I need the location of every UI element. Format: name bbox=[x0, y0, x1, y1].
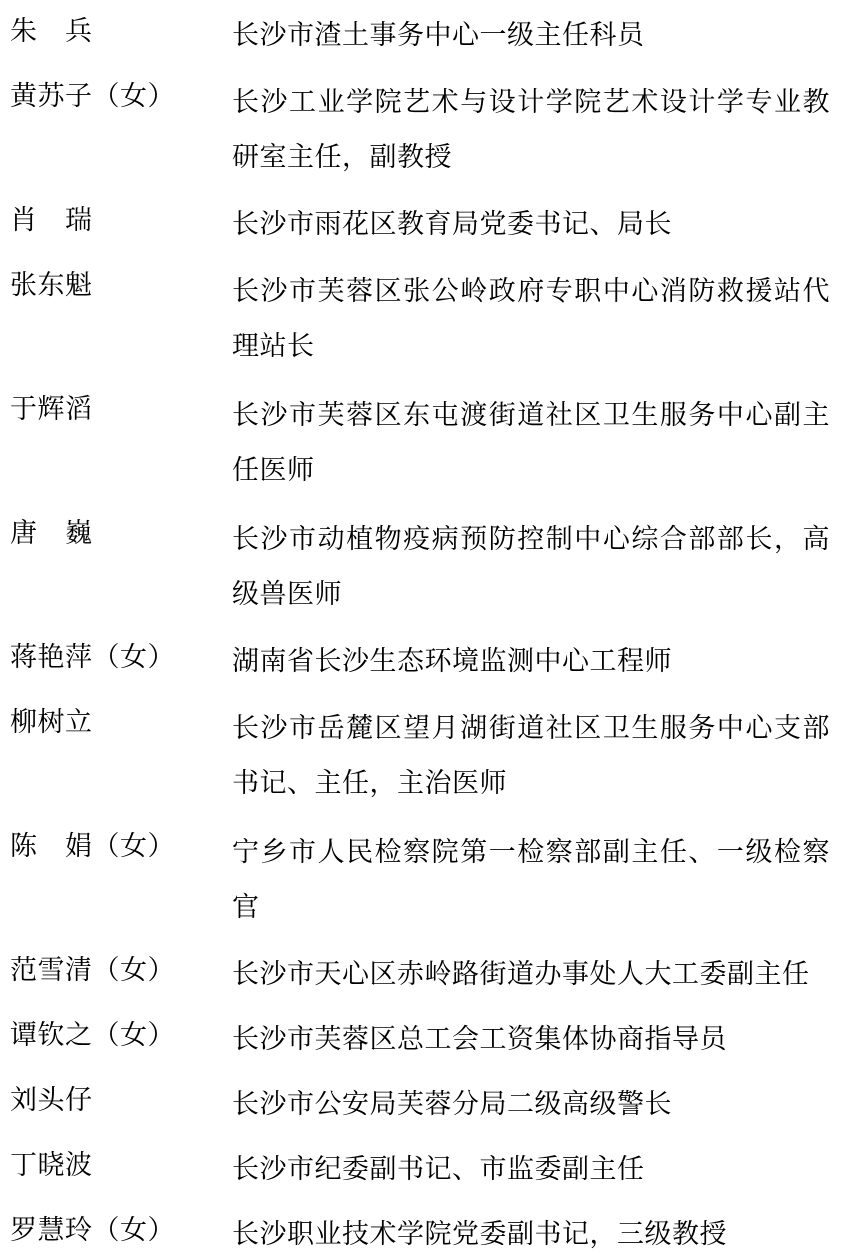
list-item bbox=[10, 388, 830, 498]
person-name: 柳树立 bbox=[10, 707, 93, 738]
list-item bbox=[10, 636, 830, 687]
person-name: 刘头仔 bbox=[10, 1085, 93, 1116]
person-title: 长沙市纪委副书记、市监委副主任 bbox=[232, 1154, 645, 1185]
person-name: 丁晓波 bbox=[10, 1150, 93, 1181]
person-title: 长沙市公安局芙蓉分局二级高级警长 bbox=[232, 1089, 672, 1120]
person-title: 宁乡市人民检察院第一检察部副主任、一级检察官 bbox=[232, 837, 830, 923]
list-item bbox=[10, 1209, 830, 1260]
person-title: 长沙市岳麓区望月湖街道社区卫生服务中心支部书记、主任，主治医师 bbox=[232, 713, 830, 799]
list-item bbox=[10, 199, 830, 250]
person-name: 谭钦之（女） bbox=[10, 1020, 175, 1051]
person-title: 长沙市雨花区教育局党委书记、局长 bbox=[232, 209, 672, 240]
person-name: 肖 瑞 bbox=[10, 205, 93, 236]
person-name: 张东魁 bbox=[10, 270, 93, 301]
list-item bbox=[10, 512, 830, 622]
person-title: 长沙工业学院艺术与设计学院艺术设计学专业教研室主任，副教授 bbox=[232, 87, 830, 173]
person-title: 长沙职业技术学院党委副书记，三级教授 bbox=[232, 1219, 727, 1250]
list-item bbox=[10, 1079, 830, 1130]
person-title: 长沙市芙蓉区总工会工资集体协商指导员 bbox=[232, 1024, 727, 1055]
person-title: 长沙市动植物疫病预防控制中心综合部部长，高级兽医师 bbox=[232, 524, 830, 610]
person-title: 长沙市天心区赤岭路街道办事处人大工委副主任 bbox=[232, 959, 810, 990]
person-name: 朱 兵 bbox=[10, 16, 93, 47]
person-title: 长沙市芙蓉区东屯渡街道社区卫生服务中心副主任医师 bbox=[232, 400, 830, 486]
person-name: 蒋艳萍（女） bbox=[10, 642, 175, 673]
list-item bbox=[10, 75, 830, 185]
person-title: 长沙市芙蓉区张公岭政府专职中心消防救援站代理站长 bbox=[232, 276, 830, 362]
person-name: 陈 娟（女） bbox=[10, 831, 175, 862]
person-title: 长沙市渣土事务中心一级主任科员 bbox=[232, 20, 645, 51]
person-name: 罗慧玲（女） bbox=[10, 1215, 175, 1246]
list-item bbox=[10, 825, 830, 935]
person-name: 黄苏子（女） bbox=[10, 81, 175, 112]
list-item bbox=[10, 701, 830, 811]
person-name: 于辉滔 bbox=[10, 394, 93, 425]
list-item bbox=[10, 264, 830, 374]
person-name: 唐 巍 bbox=[10, 518, 93, 549]
person-title: 湖南省长沙生态环境监测中心工程师 bbox=[232, 646, 672, 677]
list-item bbox=[10, 1144, 830, 1195]
list-item bbox=[10, 949, 830, 1000]
person-name: 范雪清（女） bbox=[10, 955, 175, 986]
list-item bbox=[10, 1014, 830, 1065]
list-item bbox=[10, 10, 830, 61]
